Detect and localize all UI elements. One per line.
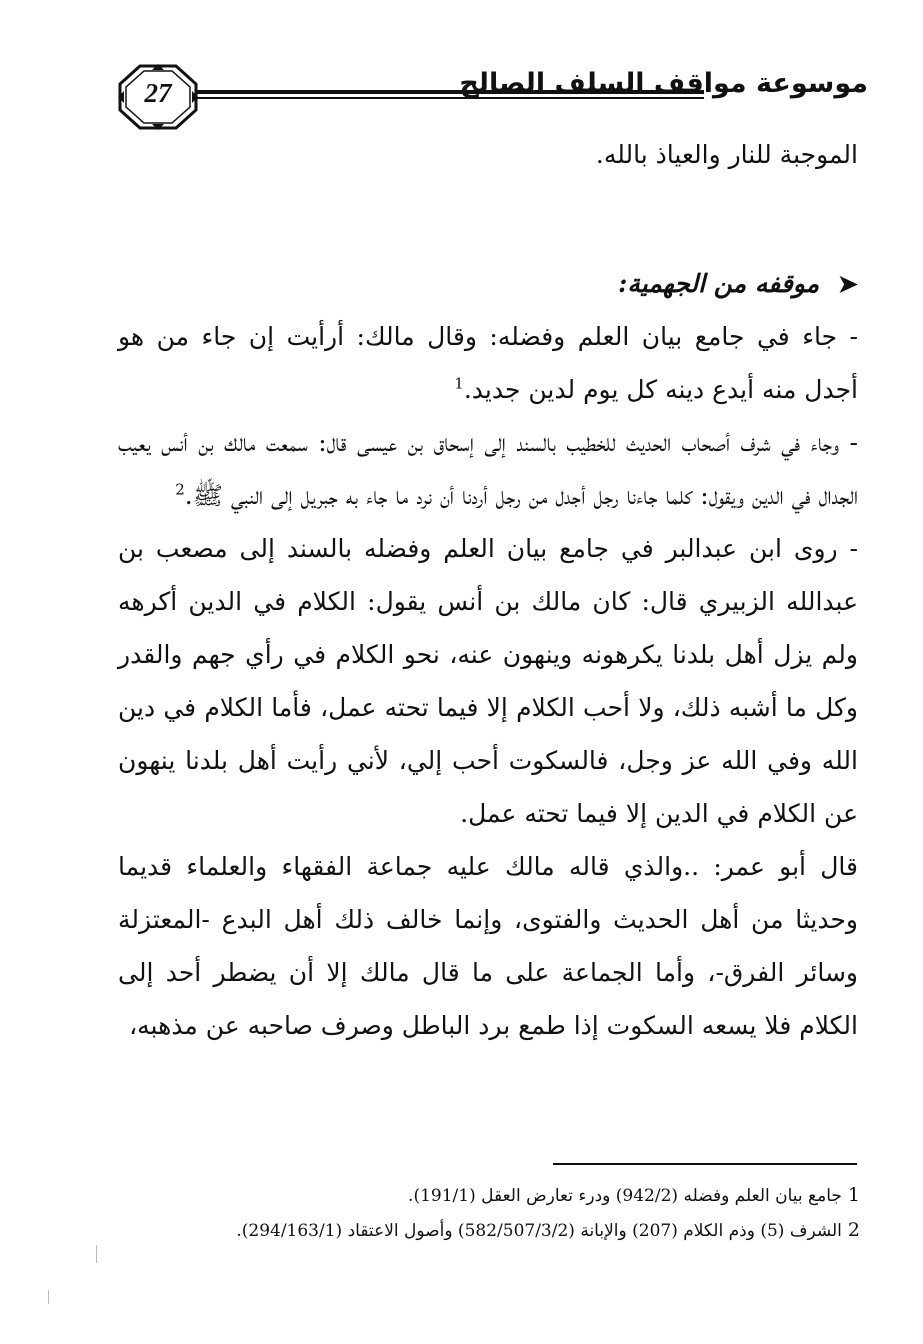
footnote-2-text: الشرف (5) وذم الكلام (207) والإبانة (582/507/3/2) وأصول الاعتقاد (294/163/1). [236,1221,842,1241]
paragraph-2-text: - وجاء في شرف أصحاب الحديث للخطيب بالسند إلى إسحاق بن عيسى قال: سمعت مالك بن أنس يعيب الجدال في الدين ويقول: كلما جاءنا رجل أجدل من رجل أردنا أن نرد ما جاء به جبريل إلى النبي ﷺ. [118,428,858,510]
main-text [118,128,858,1052]
footnote-ref-1: 1 [454,374,464,393]
footnote-separator [553,1163,857,1165]
scan-mark [96,1245,97,1263]
section-heading-text: موقفه من الجهمية: [618,269,820,298]
running-header [108,58,868,138]
footnote-1-text: جامع بيان العلم وفضله (942/2) ودرء تعارض العقل (191/1). [408,1186,842,1206]
paragraph-1-text: - جاء في جامع بيان العلم وفضله: وقال مالك: أرأيت إن جاء من هو أجدل منه أيدع دينه كل يوم لدين جديد. [118,322,858,404]
paragraph-1 [118,310,858,416]
footnote-2 [160,1213,860,1248]
paragraph-2 [118,416,858,522]
footnote-1-mark: 1 [847,1184,860,1206]
footnote-1 [160,1178,860,1213]
arrowhead-icon: ➤ [837,269,858,298]
page-number: 27 [144,78,172,108]
footnote-ref-2: 2 [175,480,185,499]
footnotes [160,1178,860,1248]
intro-paragraph: الموجبة للنار والعياذ بالله. [595,140,858,169]
paragraph-4: قال أبو عمر: ..والذي قاله مالك عليه جماعة الفقهاء والعلماء قديما وحديثا من أهل الحديث والفتوى، وإنما خالف ذلك أهل البدع -المعتزلة وسائر الفرق-، وأما الجماعة على ما قال مالك إلا أن يضطر أحد إلى الكلام فلا يسعه السكوت إذا طمع برد الباطل وصرف صاحبه عن مذهبه، [118,852,858,1040]
paragraph-3: - روى ابن عبدالبر في جامع بيان العلم وفضله بالسند إلى مصعب بن عبدالله الزبيري قال: كان مالك بن أنس يقول: الكلام في الدين أكرهه ولم يزل أهل بلدنا يكرهونه وينهون عنه، نحو الكلام في رأي جهم والقدر وكل ما أشبه ذلك، ولا أحب الكلام إلا فيما تحته عمل، فأما الكلام في دين الله وفي الله عز وجل، فالسكوت أحب إلي، لأني رأيت أهل بلدنا ينهون عن الكلام في الدين إلا فيما تحته عمل. [118,534,858,828]
scan-mark [48,1290,49,1304]
page-number-frame [118,64,198,130]
section-heading [118,257,858,310]
footnote-2-mark: 2 [847,1219,860,1241]
book-title: موسوعة مواقف السلف الصالح [459,68,868,99]
